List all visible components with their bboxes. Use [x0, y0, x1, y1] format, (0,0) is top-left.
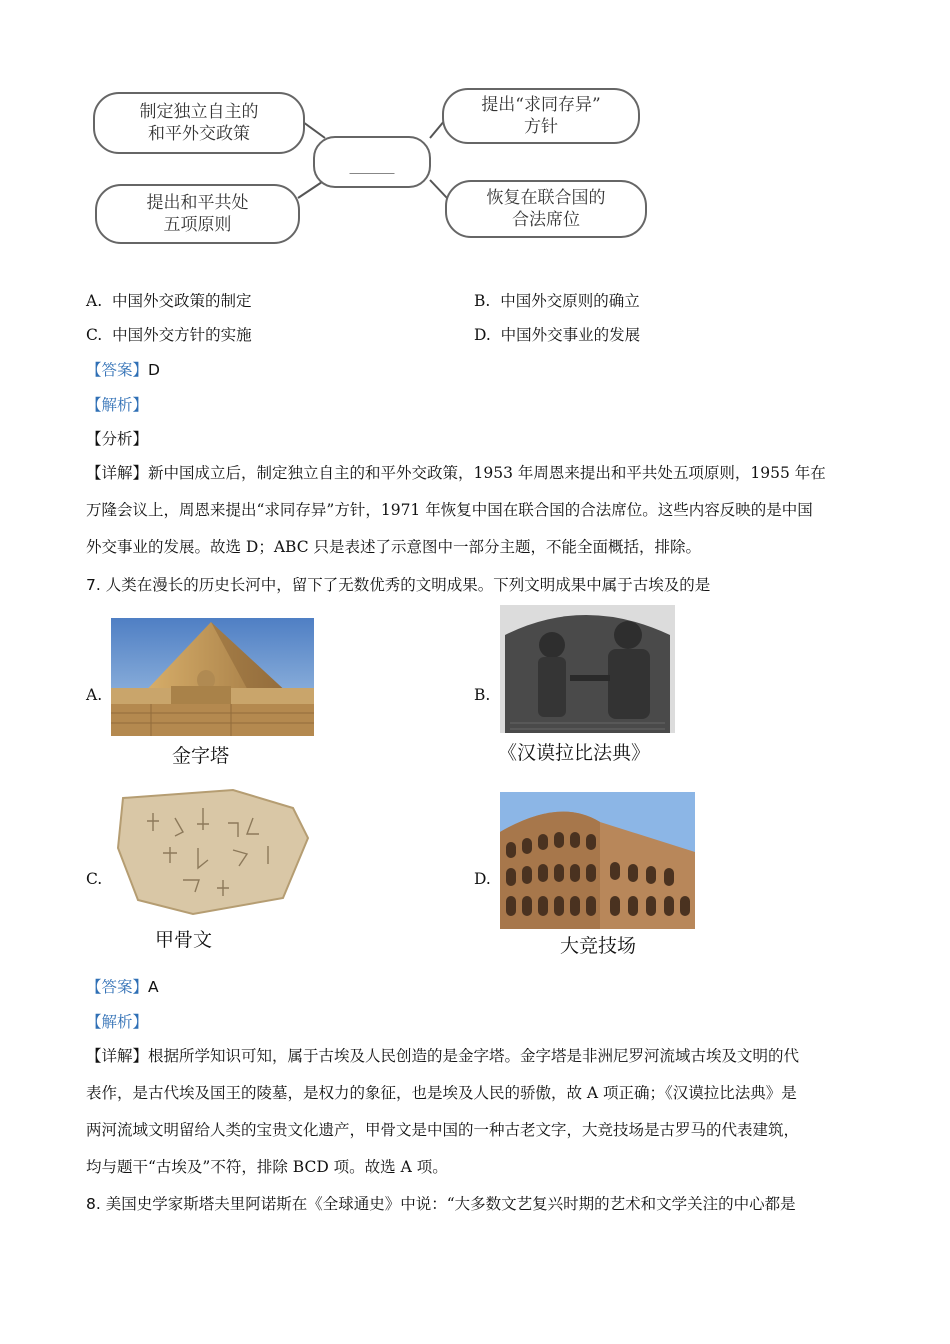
- pyramid-image: [111, 618, 314, 736]
- q7-option-c-caption: 甲骨文: [155, 929, 213, 951]
- q7-analysis-tag: 【解析】: [86, 1013, 149, 1031]
- hammurabi-stele-image: [500, 605, 675, 733]
- diagram-node-five-principles: 提出和平共处 五项原则: [95, 184, 300, 244]
- q7-detail-tag: 【详解】: [86, 1047, 149, 1065]
- q7-option-b-letter: B.: [474, 686, 491, 704]
- q6-option-c: C. 中国外交方针的实施: [86, 326, 252, 344]
- q6-fenxi-tag: 【分析】: [86, 430, 149, 448]
- q6-option-a: A. 中国外交政策的制定: [86, 292, 252, 310]
- q7-option-c-letter: C.: [86, 870, 103, 888]
- q7-stem: 7. 人类在漫长的历史长河中，留下了无数优秀的文明成果。下列文明成果中属于古埃及的是: [86, 576, 711, 594]
- concept-diagram: [85, 80, 655, 250]
- q8-stem: 8. 美国史学家斯塔夫里阿诺斯在《全球通史》中说：“大多数文艺复兴时期的艺术和文学关注的中心都是: [86, 1195, 796, 1213]
- q7-option-d-caption: 大竞技场: [560, 935, 637, 957]
- q6-answer: 【答案】D: [86, 361, 160, 379]
- q6-detail: 【详解】新中国成立后，制定独立自主的和平外交政策，1953 年周恩来提出和平共处五项原则，1955 年在 万隆会议上，周恩来提出“求同存异”方针，1971 年恢复中国在联合国的合法席位。这些内容反映的是中国 外交事业的发展。故选 D；ABC 只是表述了示意图中一部分主题，不能全面概括，排除。: [86, 464, 826, 556]
- diagram-node-center: [313, 136, 431, 188]
- q6-detail-tag: 【详解】: [86, 464, 149, 482]
- q6-option-b: B. 中国外交原则的确立: [474, 292, 640, 310]
- q7-answer: 【答案】A: [86, 978, 159, 996]
- q6-analysis-tag: 【解析】: [86, 396, 149, 414]
- oracle-bone-image: [113, 788, 310, 916]
- diagram-node-un-seat: 恢复在联合国的 合法席位: [445, 180, 647, 238]
- colosseum-image: [500, 792, 695, 929]
- diagram-center-blank: ______: [349, 156, 395, 174]
- q7-option-b-caption: 《汉谟拉比法典》: [498, 742, 651, 764]
- q6-option-d: D. 中国外交事业的发展: [474, 326, 641, 344]
- q7-option-a-letter: A.: [86, 686, 103, 704]
- diagram-node-qiutong: 提出“求同存异” 方针: [442, 88, 640, 144]
- q7-option-a-caption: 金字塔: [172, 745, 230, 767]
- diagram-node-policy: 制定独立自主的 和平外交政策: [93, 92, 305, 154]
- q7-detail: 【详解】根据所学知识可知，属于古埃及人民创造的是金字塔。金字塔是非洲尼罗河流域古埃及文明的代 表作，是古代埃及国王的陵墓，是权力的象征，也是埃及人民的骄傲，故 A 项正确；《汉谟拉比法典》是 两河流域文明留给人类的宝贵文化遗产，甲骨文是中国的一种古老文字，大竞技场是古罗马的代表建筑， 均与题干“古埃及”不符，排除 BCD 项。故选 A 项。: [86, 1047, 800, 1176]
- q7-option-d-letter: D.: [474, 870, 491, 888]
